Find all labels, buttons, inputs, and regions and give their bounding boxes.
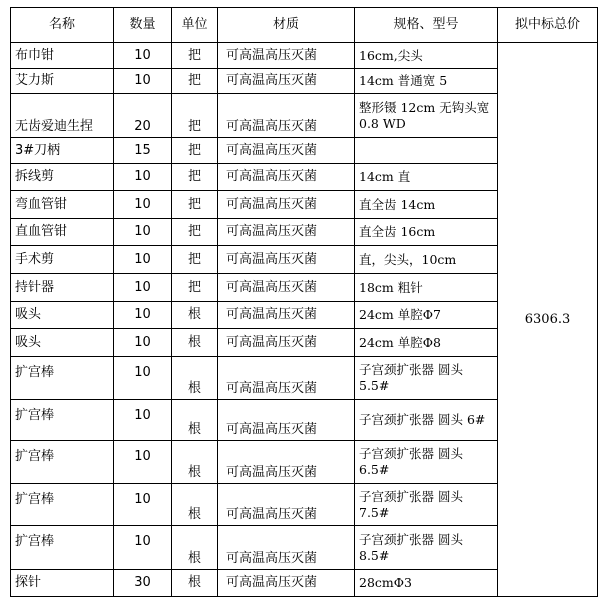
cell-name: 手术剪 [11, 246, 114, 274]
cell-name: 无齿爱迪生捏 [11, 94, 114, 138]
header-unit: 单位 [172, 8, 218, 43]
cell-quantity: 10 [114, 302, 172, 329]
cell-material: 可高温高压灭菌 [218, 164, 355, 191]
cell-unit: 把 [172, 191, 218, 219]
cell-spec: 子宫颈扩张器 圆头 7.5# [355, 484, 498, 526]
cell-unit: 把 [172, 138, 218, 164]
cell-quantity: 10 [114, 43, 172, 69]
cell-unit: 把 [172, 246, 218, 274]
cell-unit: 根 [172, 570, 218, 597]
cell-material: 可高温高压灭菌 [218, 357, 355, 400]
cell-unit: 根 [172, 357, 218, 400]
cell-material: 可高温高压灭菌 [218, 484, 355, 526]
cell-unit: 把 [172, 164, 218, 191]
cell-spec: 14cm 普通宽 5 [355, 69, 498, 94]
cell-name: 弯血管钳 [11, 191, 114, 219]
cell-unit: 根 [172, 484, 218, 526]
cell-material: 可高温高压灭菌 [218, 43, 355, 69]
cell-material: 可高温高压灭菌 [218, 219, 355, 246]
header-row [11, 8, 598, 43]
cell-name: 吸头 [11, 329, 114, 357]
cell-material: 可高温高压灭菌 [218, 274, 355, 302]
cell-name: 扩宫棒 [11, 526, 114, 570]
cell-material: 可高温高压灭菌 [218, 329, 355, 357]
cell-name: 直血管钳 [11, 219, 114, 246]
cell-quantity: 10 [114, 164, 172, 191]
header-total-price: 拟中标总价 [498, 8, 598, 43]
cell-quantity: 20 [114, 94, 172, 138]
cell-name: 持针器 [11, 274, 114, 302]
cell-material: 可高温高压灭菌 [218, 526, 355, 570]
cell-unit: 根 [172, 441, 218, 484]
cell-quantity: 10 [114, 246, 172, 274]
cell-material: 可高温高压灭菌 [218, 570, 355, 597]
cell-name: 扩宫棒 [11, 441, 114, 484]
cell-material: 可高温高压灭菌 [218, 94, 355, 138]
cell-name: 艾力斯 [11, 69, 114, 94]
cell-unit: 把 [172, 219, 218, 246]
cell-spec [355, 138, 498, 164]
cell-unit: 根 [172, 526, 218, 570]
cell-name: 探针 [11, 570, 114, 597]
header-material: 材质 [218, 8, 355, 43]
cell-spec: 子宫颈扩张器 圆头 8.5# [355, 526, 498, 570]
header-quantity: 数量 [114, 8, 172, 43]
cell-spec: 24cm 单腔Φ8 [355, 329, 498, 357]
cell-unit: 根 [172, 329, 218, 357]
cell-name: 拆线剪 [11, 164, 114, 191]
cell-spec: 28cmΦ3 [355, 570, 498, 597]
cell-unit: 把 [172, 69, 218, 94]
cell-name: 扩宫棒 [11, 400, 114, 441]
instrument-price-table [10, 7, 598, 597]
cell-name: 吸头 [11, 302, 114, 329]
cell-quantity: 10 [114, 526, 172, 570]
cell-material: 可高温高压灭菌 [218, 441, 355, 484]
cell-quantity: 10 [114, 441, 172, 484]
cell-spec: 16cm,尖头 [355, 43, 498, 69]
cell-spec: 直，尖头，10cm [355, 246, 498, 274]
cell-spec: 子宫颈扩张器 圆头 5.5# [355, 357, 498, 400]
table-row [11, 43, 598, 69]
cell-quantity: 15 [114, 138, 172, 164]
cell-material: 可高温高压灭菌 [218, 69, 355, 94]
cell-material: 可高温高压灭菌 [218, 400, 355, 441]
cell-material: 可高温高压灭菌 [218, 191, 355, 219]
cell-unit: 把 [172, 94, 218, 138]
cell-spec: 子宫颈扩张器 圆头 6# [355, 400, 498, 441]
header-spec: 规格、型号 [355, 8, 498, 43]
cell-name: 布巾钳 [11, 43, 114, 69]
cell-name: 3#刀柄 [11, 138, 114, 164]
cell-name: 扩宫棒 [11, 357, 114, 400]
cell-spec: 24cm 单腔Φ7 [355, 302, 498, 329]
cell-name: 扩宫棒 [11, 484, 114, 526]
cell-quantity: 10 [114, 274, 172, 302]
cell-unit: 把 [172, 274, 218, 302]
cell-quantity: 10 [114, 191, 172, 219]
cell-quantity: 10 [114, 400, 172, 441]
cell-quantity: 30 [114, 570, 172, 597]
cell-quantity: 10 [114, 357, 172, 400]
cell-quantity: 10 [114, 329, 172, 357]
cell-spec: 整形镊 12cm 无钩头宽 0.8 WD [355, 94, 498, 138]
cell-unit: 把 [172, 43, 218, 69]
cell-unit: 根 [172, 302, 218, 329]
cell-spec: 14cm 直 [355, 164, 498, 191]
cell-material: 可高温高压灭菌 [218, 246, 355, 274]
cell-material: 可高温高压灭菌 [218, 302, 355, 329]
cell-spec: 子宫颈扩张器 圆头 6.5# [355, 441, 498, 484]
header-name: 名称 [11, 8, 114, 43]
cell-quantity: 10 [114, 219, 172, 246]
cell-spec: 直全齿 14cm [355, 191, 498, 219]
cell-spec: 直全齿 16cm [355, 219, 498, 246]
cell-spec: 18cm 粗针 [355, 274, 498, 302]
cell-total-price: 6306.3 [498, 43, 598, 597]
cell-unit: 根 [172, 400, 218, 441]
cell-material: 可高温高压灭菌 [218, 138, 355, 164]
cell-quantity: 10 [114, 69, 172, 94]
cell-quantity: 10 [114, 484, 172, 526]
